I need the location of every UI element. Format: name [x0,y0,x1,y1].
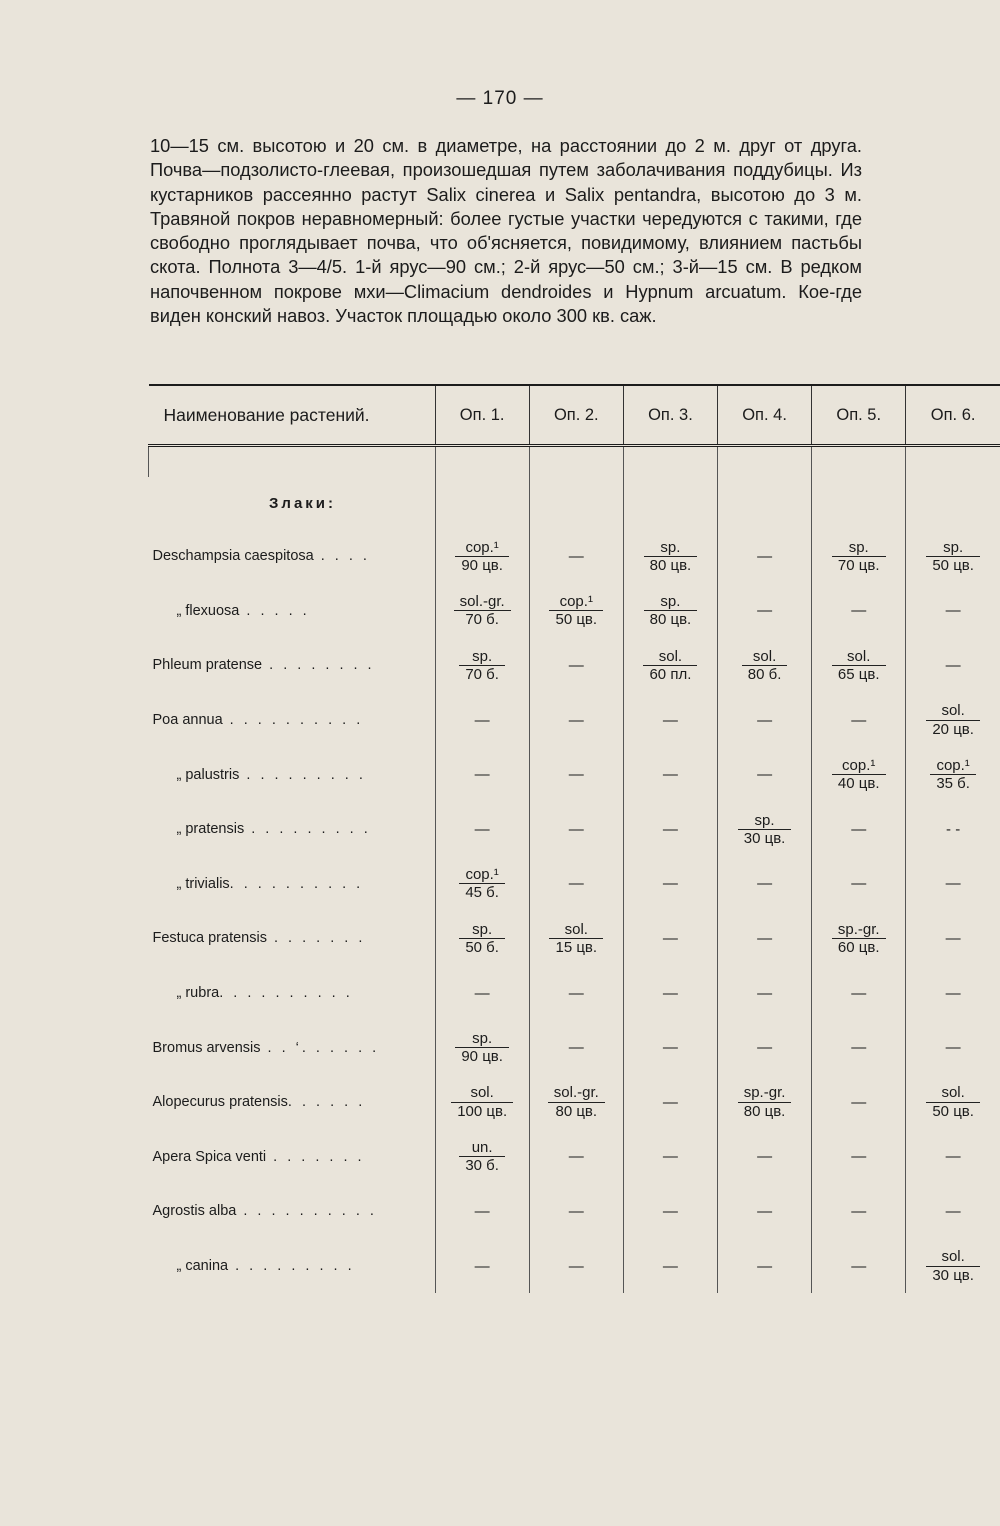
op-cell [529,966,623,1021]
plant-name: Agrostis alba [152,1203,237,1220]
op-cell [718,1020,812,1075]
op-cell [435,747,529,802]
op-cell [906,802,1000,857]
abundance-fraction [548,1084,605,1120]
abundance-fraction [926,1248,980,1284]
abundance-fraction [832,539,886,575]
op-cell [718,966,812,1021]
op-cell [718,529,812,584]
op-cell [906,1184,1000,1239]
absent-dash: — [757,875,773,893]
absent-dash: — [757,766,773,784]
table-row [149,1075,1000,1130]
abundance-fraction [926,702,980,738]
abundance-fraction [738,1084,792,1120]
op-cell [529,857,623,912]
op-cell [623,857,717,912]
plant-name-cell [149,638,436,693]
absent-dash: — [662,766,678,784]
absent-dash: — [474,820,490,838]
abundance-fraction [738,812,792,848]
op-cell [906,584,1000,639]
absent-dash: — [568,1202,584,1220]
absent-dash: — [757,1148,773,1166]
op-cell [718,1130,812,1185]
height-phase-value: 50 цв. [932,556,974,574]
op-cell [529,747,623,802]
abundance-value: sp. [738,812,792,830]
op-cell [623,638,717,693]
height-phase-value: 80 б. [747,665,782,683]
plant-name-cell [149,693,436,748]
plant-name-cell [149,1020,436,1075]
absent-dash: — [568,766,584,784]
leader-dots: . . . . . . [287,1094,366,1111]
vegetation-table-container [148,384,1000,1526]
op-cell [623,1239,717,1294]
absent-dash: — [945,1148,961,1166]
table-row [149,584,1000,639]
table-row [149,802,1000,857]
abundance-value: sol. [742,648,788,666]
absent-dash: — [568,1148,584,1166]
height-phase-value: 90 цв. [461,556,503,574]
abundance-value: sol. [832,648,886,666]
plant-name: Festuca pratensis [152,930,267,947]
table-row [149,747,1000,802]
op-cell [906,1020,1000,1075]
absent-dash: — [851,711,867,729]
op-cell [906,693,1000,748]
op-cell [906,638,1000,693]
leader-dots: . . . . . [239,602,310,619]
height-phase-value: 30 цв. [743,829,786,847]
leader-dots: . . . . . . . . . [239,766,366,783]
op-cell [435,638,529,693]
abundance-value: sol.-gr. [548,1084,605,1102]
abundance-fraction [549,593,603,629]
table-row [149,638,1000,693]
plant-name: „ flexuosa [176,602,240,619]
absent-dash: — [945,1039,961,1057]
absent-dash: — [851,1148,867,1166]
op-cell [718,747,812,802]
leader-dots: . . . . . . . . . . [222,712,364,729]
op-cell [435,911,529,966]
abundance-value: sp. [832,539,886,557]
op-cell [812,1075,906,1130]
abundance-value: un. [459,1139,505,1157]
absent-dash: — [662,984,678,1002]
plant-name-cell [149,1130,436,1185]
table-row [149,693,1000,748]
op-cell [529,529,623,584]
absent-dash: — [757,929,773,947]
height-phase-value: 30 цв. [932,1266,974,1284]
height-phase-value: 80 цв. [649,611,692,629]
absent-dash: — [474,1202,490,1220]
abundance-fraction [459,1139,505,1175]
height-phase-value: 50 цв. [932,1102,974,1120]
op-cell [529,802,623,857]
abundance-fraction [926,1084,980,1120]
height-phase-value: 20 цв. [932,720,974,738]
abundance-value: sp. [455,1030,509,1048]
absent-dash: — [568,656,584,674]
height-phase-value: 80 цв. [649,556,692,574]
absent-dash: — [662,1148,678,1166]
op-cell [623,802,717,857]
leader-dots: . . . . . . . . . . [229,875,364,892]
height-phase-value: 80 цв. [743,1102,786,1120]
abundance-value: sp. [459,921,505,939]
leader-dots: . . . . . . . . . [228,1258,355,1275]
op-cell [812,1184,906,1239]
leader-dots: . . . . . . . . . . [219,985,353,1002]
absent-dash: — [757,1202,773,1220]
op-cell [718,693,812,748]
op-cell [812,966,906,1021]
leader-dots: . . . . . . . . [262,657,375,674]
op-cell [812,1020,906,1075]
op-cell [623,584,717,639]
op-cell [812,857,906,912]
op-cell [435,1184,529,1239]
table-row [149,1130,1000,1185]
absent-dash: — [662,711,678,729]
abundance-value: sol. [926,1248,980,1266]
header-op-6: Оп. 6. [906,385,1000,446]
absent-dash: — [945,602,961,620]
leader-dots: . . . . [313,548,370,565]
absent-dash: — [662,1093,678,1111]
op-cell [529,911,623,966]
op-cell [718,1184,812,1239]
op-cell [435,802,529,857]
absent-dash: — [474,1257,490,1275]
abundance-fraction [832,648,886,684]
absent-dash: — [757,602,773,620]
abundance-fraction [455,539,509,575]
absent-dash: — [662,1257,678,1275]
op-cell [529,693,623,748]
header-plant-name: Наименование растений. [149,385,436,446]
absent-dash: — [568,984,584,1002]
plant-name: Alopecurus pratensis [152,1094,288,1111]
op-cell [812,747,906,802]
plant-name: Poa annua [152,712,223,729]
height-phase-value: 45 б. [465,884,499,902]
op-cell [623,1075,717,1130]
plant-name: „ pratensis [176,821,245,838]
plant-name-cell [149,747,436,802]
absent-dash: — [945,984,961,1002]
plant-name: Phleum pratense [152,657,263,674]
absent-dash: — [851,984,867,1002]
plant-name: „ trivialis [176,875,230,892]
table-row [149,966,1000,1021]
header-op-5: Оп. 5. [812,385,906,446]
op-cell [529,638,623,693]
leader-dots: . . . . . . . [266,930,366,947]
op-cell [906,529,1000,584]
op-cell [906,857,1000,912]
op-cell [435,584,529,639]
absent-dash: — [851,1257,867,1275]
table-body [149,446,1000,1294]
absent-dash: — [945,1202,961,1220]
absent-dash: — [851,1039,867,1057]
leader-dots: . . . . . . . . . . [236,1203,377,1220]
abundance-fraction [455,1030,509,1066]
height-phase-value: 80 цв. [555,1102,598,1120]
group-row [149,477,1000,529]
absent-dash: — [945,875,961,893]
op-cell [718,857,812,912]
op-cell [529,1184,623,1239]
table-spacer-row [149,446,1000,478]
op-cell [718,911,812,966]
absent-dash: — [568,875,584,893]
height-phase-value: 70 б. [465,611,499,629]
table-row [149,857,1000,912]
abundance-value: cop.¹ [930,757,976,775]
op-cell [623,1184,717,1239]
abundance-value: sp.-gr. [738,1084,792,1102]
abundance-fraction [926,539,980,575]
abundance-value: cop.¹ [549,593,603,611]
height-phase-value: 15 цв. [555,938,598,956]
op-cell [906,1130,1000,1185]
absent-dash: — [757,1257,773,1275]
vegetation-table [148,384,1000,1293]
abundance-fraction [459,866,505,902]
plant-name: „ rubra [176,985,220,1002]
height-phase-value: 50 б. [465,938,499,956]
abundance-fraction [459,648,505,684]
op-cell [529,1239,623,1294]
group-label: Злаки: [269,494,337,512]
plant-name: Deschampsia caespitosa [152,548,314,565]
abundance-value: sp. [644,539,698,557]
abundance-fraction [454,593,511,629]
intro-paragraph: 10—15 см. высотою и 20 см. в диаметре, на расстоянии до 2 м. друг от друга. Почва—подзолисто-глеевая, произошедшая путем заболачивания поддубицы. Из кустарников рассеянно растут Salix cinerea и Salix pentandra, высотою до 3 м. Травяной покров неравномерный: более густые участки чередуются с такими, где свободно проглядывает почва, что об'ясняется, повидимому, влиянием пастьбы скота. Полнота 3—4/5. 1-й ярус—90 см.; 2-й ярус—50 см.; 3-й—15 см. В редком напочвенном покрове мхи—Climacium dendroides и Hypnum arcuatum. Кое-где виден конский навоз. Участок площадью около 300 кв. саж. [150,135,862,327]
abundance-value: cop.¹ [832,757,886,775]
plant-name-cell [149,1184,436,1239]
table-row [149,1239,1000,1294]
table-row [149,911,1000,966]
absent-dash: — [757,711,773,729]
leader-dots: . . ‘. . . . . . [260,1039,380,1056]
height-phase-value: 90 цв. [461,1048,503,1066]
op-cell [906,1075,1000,1130]
abundance-fraction [742,648,788,684]
op-cell [718,802,812,857]
page-number: — 170 — [456,88,544,109]
leader-dots: . . . . . . . [266,1148,365,1165]
op-cell [623,529,717,584]
op-cell [812,529,906,584]
abundance-fraction [459,921,505,957]
absent-dash: — [568,820,584,838]
op-cell [623,1020,717,1075]
op-cell [435,1020,529,1075]
abundance-fraction [644,593,698,629]
table-header-row [149,385,1000,446]
abundance-value: sp. [926,539,980,557]
height-phase-value: 70 б. [465,665,499,683]
op-cell [906,966,1000,1021]
abundance-fraction [643,648,697,684]
height-phase-value: 40 цв. [837,775,880,793]
absent-dash: — [568,547,584,565]
absent-dash: — [568,1257,584,1275]
absent-dash: — [757,1039,773,1057]
op-cell [718,584,812,639]
absent-dash: — [662,820,678,838]
abundance-value: sol. [926,1084,980,1102]
abundance-fraction [930,757,976,793]
plant-name-cell [149,584,436,639]
height-phase-value: 100 цв. [457,1102,508,1120]
op-cell [718,638,812,693]
abundance-value: sp.-gr. [832,921,886,939]
op-cell [623,1130,717,1185]
plant-name-cell [149,966,436,1021]
table-row [149,1184,1000,1239]
plant-name-cell [149,911,436,966]
op-cell [812,1239,906,1294]
op-cell [435,529,529,584]
op-cell [812,584,906,639]
op-cell [812,638,906,693]
table-row [149,529,1000,584]
op-cell [906,747,1000,802]
height-phase-value: 70 цв. [837,556,880,574]
op-cell [435,1075,529,1130]
abundance-value: sp. [459,648,505,666]
plant-name-cell [149,802,436,857]
header-op-1: Оп. 1. [435,385,529,446]
leader-dots: . . . . . . . . . [244,821,371,838]
op-cell [718,1075,812,1130]
height-phase-value: 50 цв. [555,611,598,629]
absent-dash: - - [946,820,961,838]
op-cell [906,911,1000,966]
plant-name-cell [149,529,436,584]
op-cell [718,1239,812,1294]
absent-dash: — [851,875,867,893]
absent-dash: — [474,766,490,784]
abundance-value: sol. [451,1084,513,1102]
absent-dash: — [757,547,773,565]
absent-dash: — [851,602,867,620]
absent-dash: — [945,656,961,674]
header-op-3: Оп. 3. [623,385,717,446]
absent-dash: — [474,984,490,1002]
op-cell [435,1239,529,1294]
absent-dash: — [851,820,867,838]
op-cell [529,584,623,639]
op-cell [906,1239,1000,1294]
op-cell [529,1130,623,1185]
op-cell [812,911,906,966]
op-cell [623,911,717,966]
table-row [149,1020,1000,1075]
plant-name-cell [149,1239,436,1294]
absent-dash: — [757,984,773,1002]
header-op-2: Оп. 2. [529,385,623,446]
op-cell [812,693,906,748]
op-cell [529,1075,623,1130]
op-cell [623,693,717,748]
absent-dash: — [662,929,678,947]
absent-dash: — [568,711,584,729]
absent-dash: — [945,929,961,947]
height-phase-value: 60 цв. [837,938,880,956]
absent-dash: — [474,711,490,729]
op-cell [812,1130,906,1185]
absent-dash: — [851,1093,867,1111]
abundance-fraction [644,539,698,575]
op-cell [812,802,906,857]
plant-name: „ canina [176,1258,229,1275]
plant-name-cell [149,857,436,912]
plant-name-cell [149,1075,436,1130]
height-phase-value: 30 б. [465,1157,499,1175]
op-cell [623,747,717,802]
header-op-4: Оп. 4. [718,385,812,446]
absent-dash: — [662,1039,678,1057]
abundance-value: sol. [926,702,980,720]
height-phase-value: 35 б. [936,775,970,793]
absent-dash: — [568,1039,584,1057]
op-cell [435,857,529,912]
plant-name: Bromus arvensis [152,1039,261,1056]
height-phase-value: 65 цв. [837,665,880,683]
op-cell [529,1020,623,1075]
abundance-value: sol. [643,648,697,666]
plant-name: „ palustris [176,766,240,783]
op-cell [623,966,717,1021]
height-phase-value: 60 пл. [649,665,692,683]
abundance-value: cop.¹ [459,866,505,884]
absent-dash: — [662,875,678,893]
abundance-fraction [832,757,886,793]
abundance-value: sp. [644,593,698,611]
abundance-fraction [549,921,603,957]
abundance-fraction [832,921,886,957]
plant-name: Apera Spica venti [152,1148,267,1165]
abundance-value: cop.¹ [455,539,509,557]
op-cell [435,1130,529,1185]
absent-dash: — [662,1202,678,1220]
abundance-fraction [451,1084,513,1120]
op-cell [435,693,529,748]
op-cell [435,966,529,1021]
absent-dash: — [851,1202,867,1220]
abundance-value: sol.-gr. [454,593,511,611]
abundance-value: sol. [549,921,603,939]
